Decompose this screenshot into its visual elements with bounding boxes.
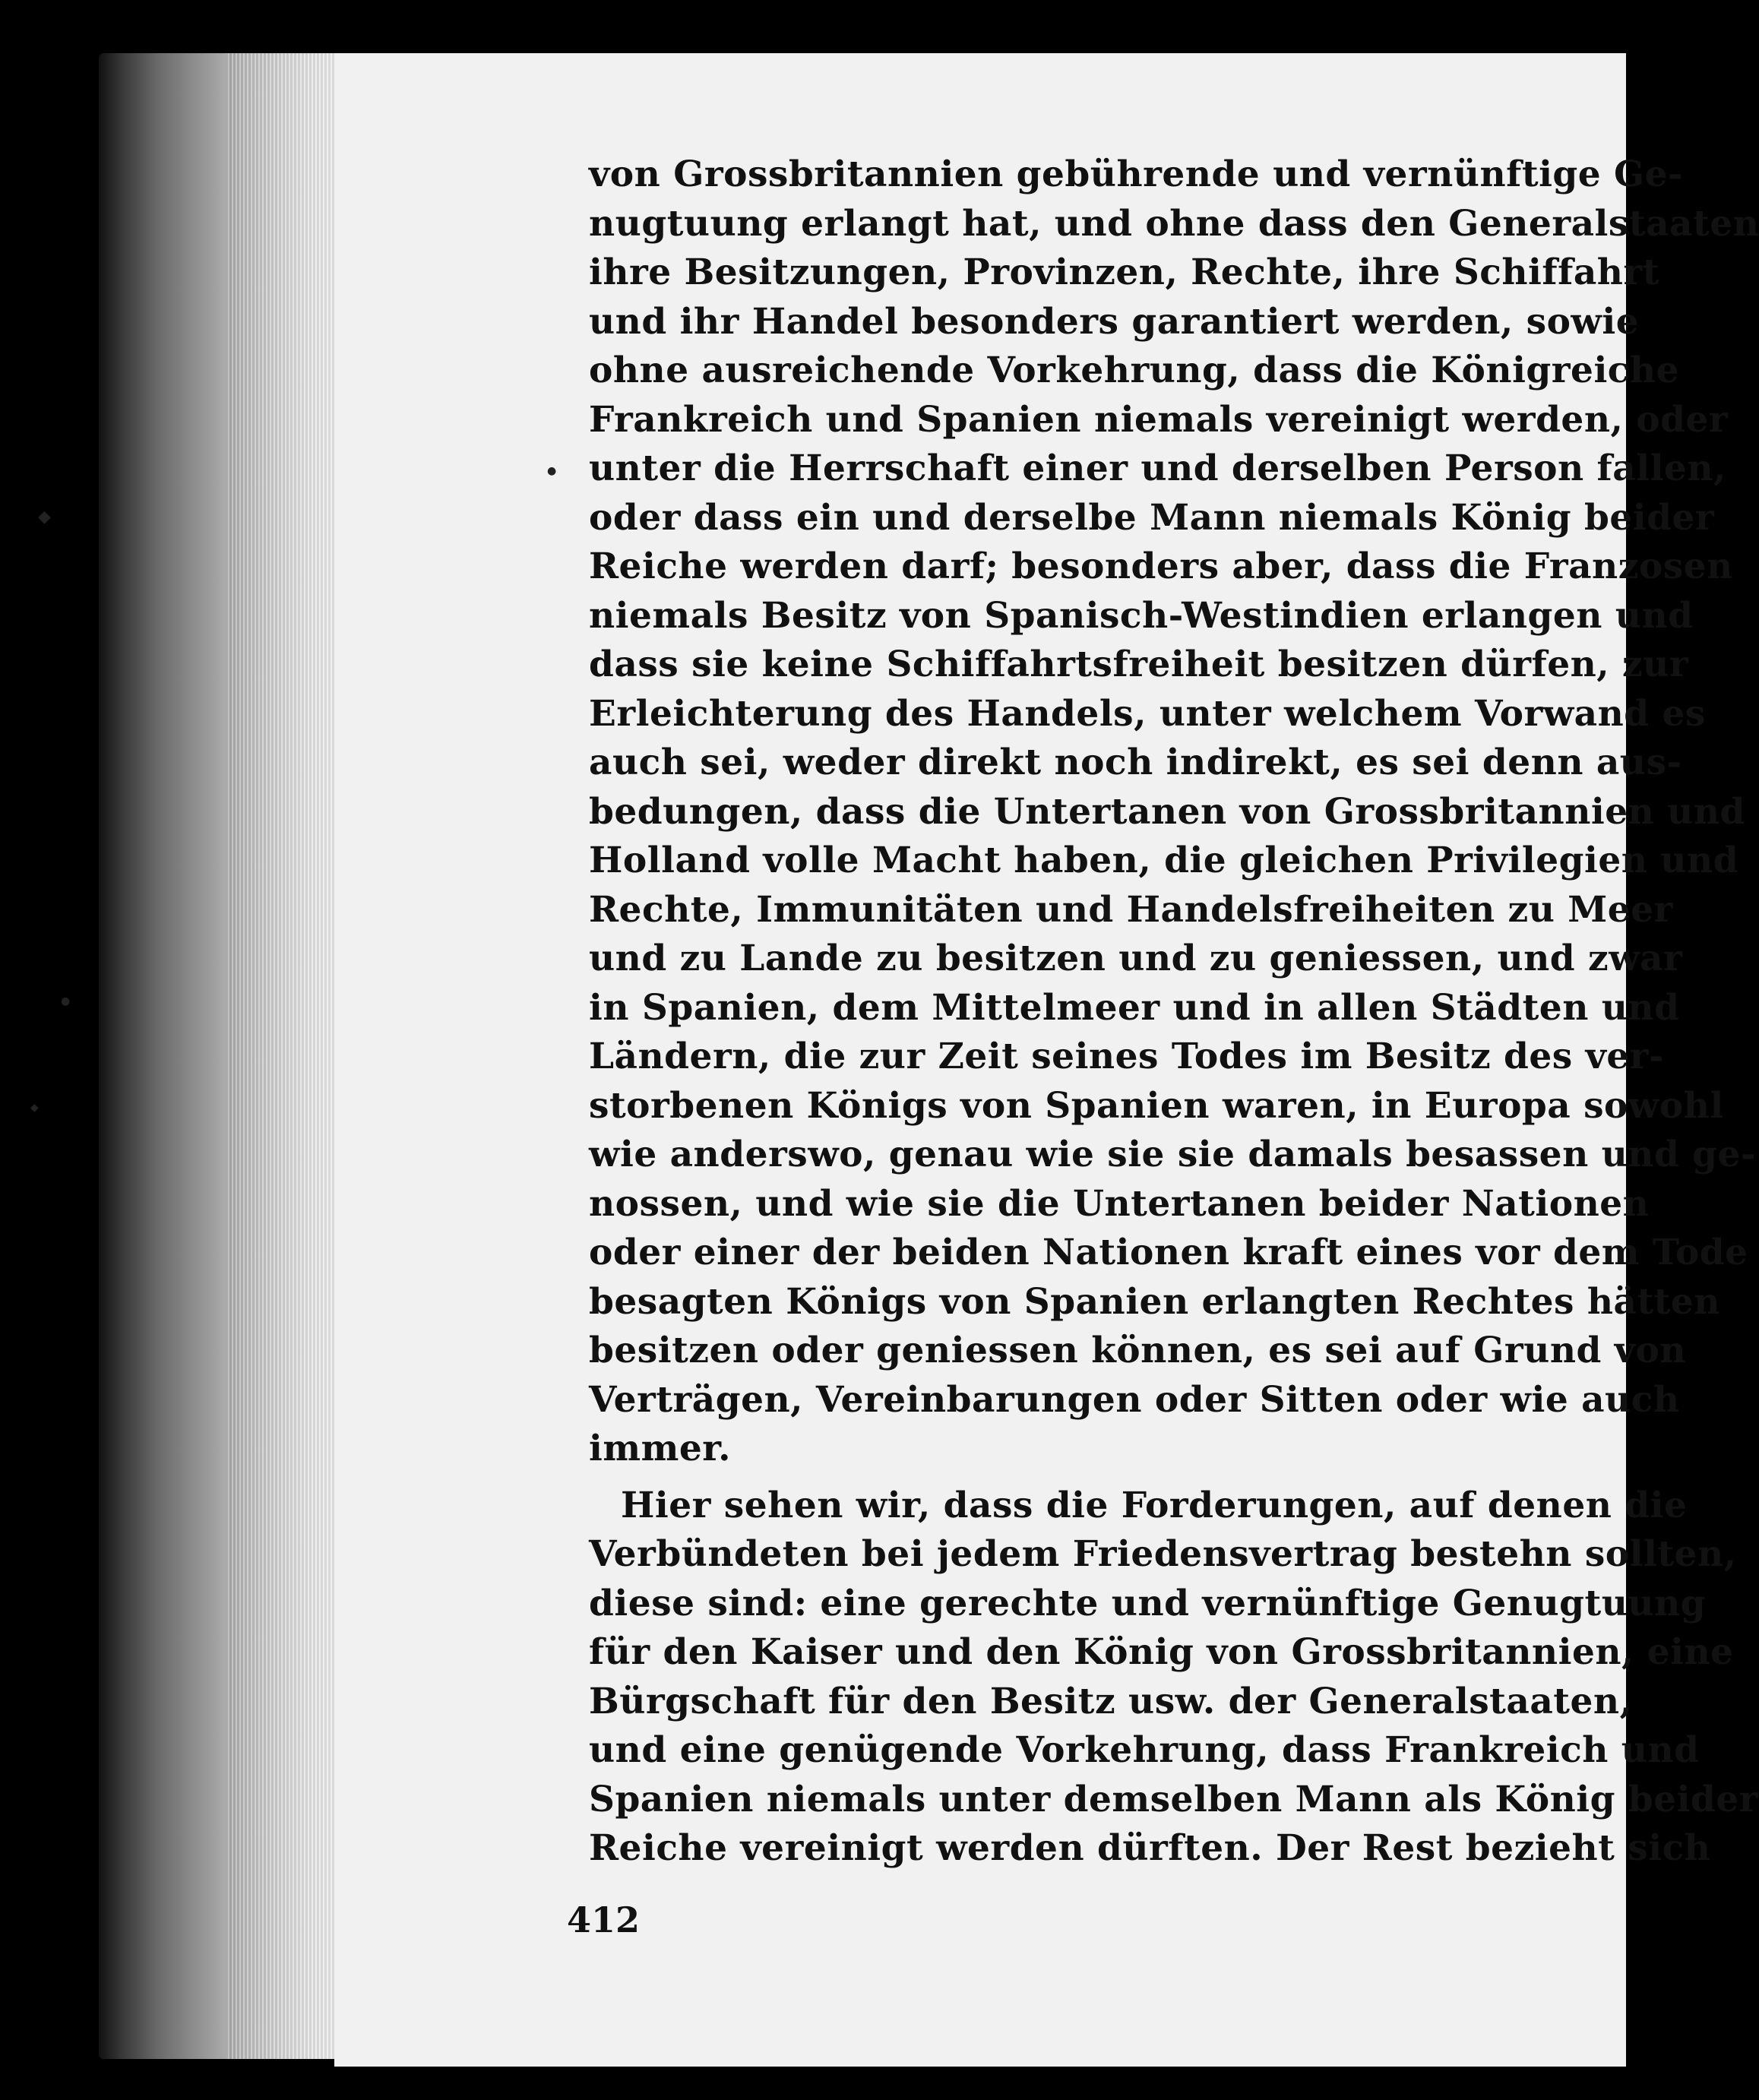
text-line: auch sei, weder direkt noch indirekt, es sei denn aus- <box>589 742 1682 783</box>
text-line: in Spanien, dem Mittelmeer und in allen Städten und <box>589 986 1680 1029</box>
text-line: Frankreich und Spanien niemals vereinigt werden, oder <box>589 398 1729 441</box>
body-text <box>589 150 1759 1874</box>
page-number: 412 <box>567 1899 641 1940</box>
text-line: niemals Besitz von Spanisch-Westindien erlangen und <box>589 594 1694 637</box>
text-line: oder dass ein und derselbe Mann niemals König beider <box>589 496 1715 539</box>
text-line: Holland volle Macht haben, die gleichen Privilegien und <box>589 840 1739 881</box>
speck-mark: ◆ <box>38 508 51 527</box>
text-line: diese sind: eine gerechte und vernünftige Genugtuung <box>589 1582 1707 1624</box>
speck-mark: ● <box>547 465 557 477</box>
text-line: und zu Lande zu besitzen und zu geniessen, und zwar <box>589 938 1683 979</box>
text-line: nugtuung erlangt hat, und ohne dass den Generalstaaten <box>589 202 1759 245</box>
text-line: Hier sehen wir, dass die Forderungen, auf denen die <box>621 1484 1688 1526</box>
text-line: von Grossbritannien gebührende und vernünftige Ge- <box>589 153 1684 195</box>
text-line: Erleichterung des Handels, unter welchem Vorwand es <box>589 692 1706 735</box>
text-line: und eine genügende Vorkehrung, dass Frankreich und <box>589 1729 1700 1771</box>
text-line: und ihr Handel besonders garantiert werden, sowie <box>589 300 1640 343</box>
text-line: unter die Herrschaft einer und derselben Person fallen, <box>589 448 1726 489</box>
text-line: dass sie keine Schiffahrtsfreiheit besitzen dürfen, zur <box>589 644 1689 685</box>
paragraph-2 <box>589 1482 1758 1874</box>
text-line: bedungen, dass die Untertanen von Grossbritannien und <box>589 790 1745 833</box>
paragraph-1 <box>589 150 1759 1474</box>
text-line: für den Kaiser und den König von Grossbritannien, eine <box>589 1631 1734 1673</box>
speck-mark: ◆ <box>30 1102 39 1114</box>
text-line: ihre Besitzungen, Provinzen, Rechte, ihre Schiffahrt <box>589 251 1659 293</box>
text-line: Verbündeten bei jedem Friedensvertrag bestehn sollten, <box>589 1533 1737 1575</box>
text-line: nossen, und wie sie die Untertanen beider Nationen <box>589 1182 1650 1225</box>
text-line: Spanien niemals unter demselben Mann als König beider <box>589 1778 1758 1820</box>
text-line: Verträgen, Vereinbarungen oder Sitten oder wie auch <box>589 1378 1680 1421</box>
text-line: Rechte, Immunitäten und Handelsfreiheiten zu Meer <box>589 888 1673 931</box>
text-line: wie anderswo, genau wie sie sie damals besassen und ge- <box>589 1134 1756 1175</box>
speck-mark: ● <box>61 995 71 1007</box>
text-line: Reiche werden darf; besonders aber, dass die Franzosen <box>589 546 1733 587</box>
text-line: immer. <box>589 1428 732 1469</box>
text-line: Bürgschaft für den Besitz usw. der Generalstaaten, <box>589 1680 1633 1722</box>
text-line: Ländern, die zur Zeit seines Todes im Besitz des ver- <box>589 1036 1665 1077</box>
text-line: besagten Königs von Spanien erlangten Rechtes hätten <box>589 1280 1720 1323</box>
text-line: storbenen Königs von Spanien waren, in Europa sowohl <box>589 1084 1724 1127</box>
page-edge-stripes <box>228 53 342 2059</box>
text-line: Reiche vereinigt werden dürften. Der Rest bezieht sich <box>589 1827 1711 1869</box>
text-line: oder einer der beiden Nationen kraft eines vor dem Tode <box>589 1232 1748 1273</box>
text-line: ohne ausreichende Vorkehrung, dass die Königreiche <box>589 349 1679 391</box>
text-line: besitzen oder geniessen können, es sei auf Grund von <box>589 1330 1687 1371</box>
